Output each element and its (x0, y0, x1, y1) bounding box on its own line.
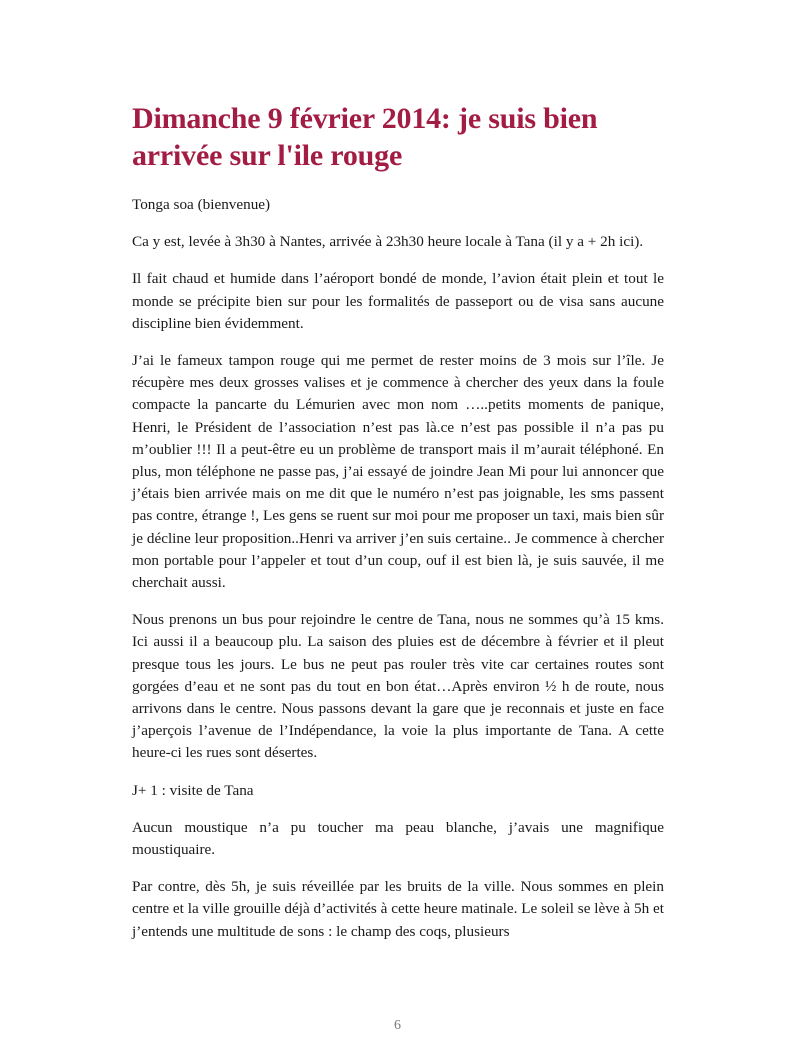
paragraph-stamp: J’ai le fameux tampon rouge qui me permet de rester moins de 3 mois sur l’île. Je récupère mes deux grosses valises et je commence à chercher des yeux dans la foule compacte la pancarte du Lémurien avec mon nom …..petits moments de panique, Henri, le Président de l’association n’est pas là.ce n’est pas possible il n’a pas pu m’oublier !!! Il a peut-être eu un problème de transport mais il m’aurait téléphoné. En plus, mon téléphone ne passe pas, j’ai essayé de joindre Jean Mi pour lui annoncer que j’étais bien arrivée mais on me dit que le numéro n’est pas joignable, les sms passent pas contre, étrange !, Les gens se ruent sur moi pour me proposer un taxi, mais bien sûr je décline leur proposition..Henri va arriver j’en suis certaine.. Je commence à chercher mon portable pour l’appeler et tout d’un coup, ouf il est bien là, je suis sauvée, il me cherchait aussi. (132, 352, 664, 592)
paragraph-greeting: Tonga soa (bienvenue) (132, 196, 271, 213)
paragraph-day-heading: J+ 1 : visite de Tana (132, 781, 254, 799)
paragraph-morning: Par contre, dès 5h, je suis réveillée par les bruits de la ville. Nous sommes en plein centre et la ville grouille déjà d’activités à cette heure matinale. Le soleil se lève à 5h et j’entends une multitude de sons : le champ des coqs, plusieurs (132, 878, 664, 940)
paragraph-bus: Nous prenons un bus pour rejoindre le centre de Tana, nous ne sommes qu’à 15 kms. Ici aussi il a beaucoup plu. La saison des pluies est de décembre à février et il pleut presque tous les jours. Le bus ne peut pas rouler très vite car certaines routes sont gorgées d’eau et ne sont pas du tout en bon état…Après environ ½ h de route, nous arrivons dans le centre. Nous passons devant la gare que je reconnais et juste en face j’aperçois l’avenue de l’Indépendance, la voie la plus importante de Tana. A cette heure-ci les rues sont désertes. (132, 611, 664, 762)
document-page (132, 100, 664, 958)
page-number: 6 (394, 1018, 401, 1033)
paragraph-airport: Il fait chaud et humide dans l’aéroport bondé de monde, l’avion était plein et tout le monde se précipite bien sur pour les formalités de passeport ou de visa sans aucune discipline bien évidemment. (132, 270, 664, 332)
page-title: Dimanche 9 février 2014: je suis bien arrivée sur l'ile rouge (132, 102, 598, 172)
paragraph-arrival: Ca y est, levée à 3h30 à Nantes, arrivée à 23h30 heure locale à Tana (il y a + 2h ici). (132, 233, 644, 251)
paragraph-mosquito: Aucun moustique n’a pu toucher ma peau blanche, j’avais une magnifique moustiquaire. (132, 818, 664, 859)
